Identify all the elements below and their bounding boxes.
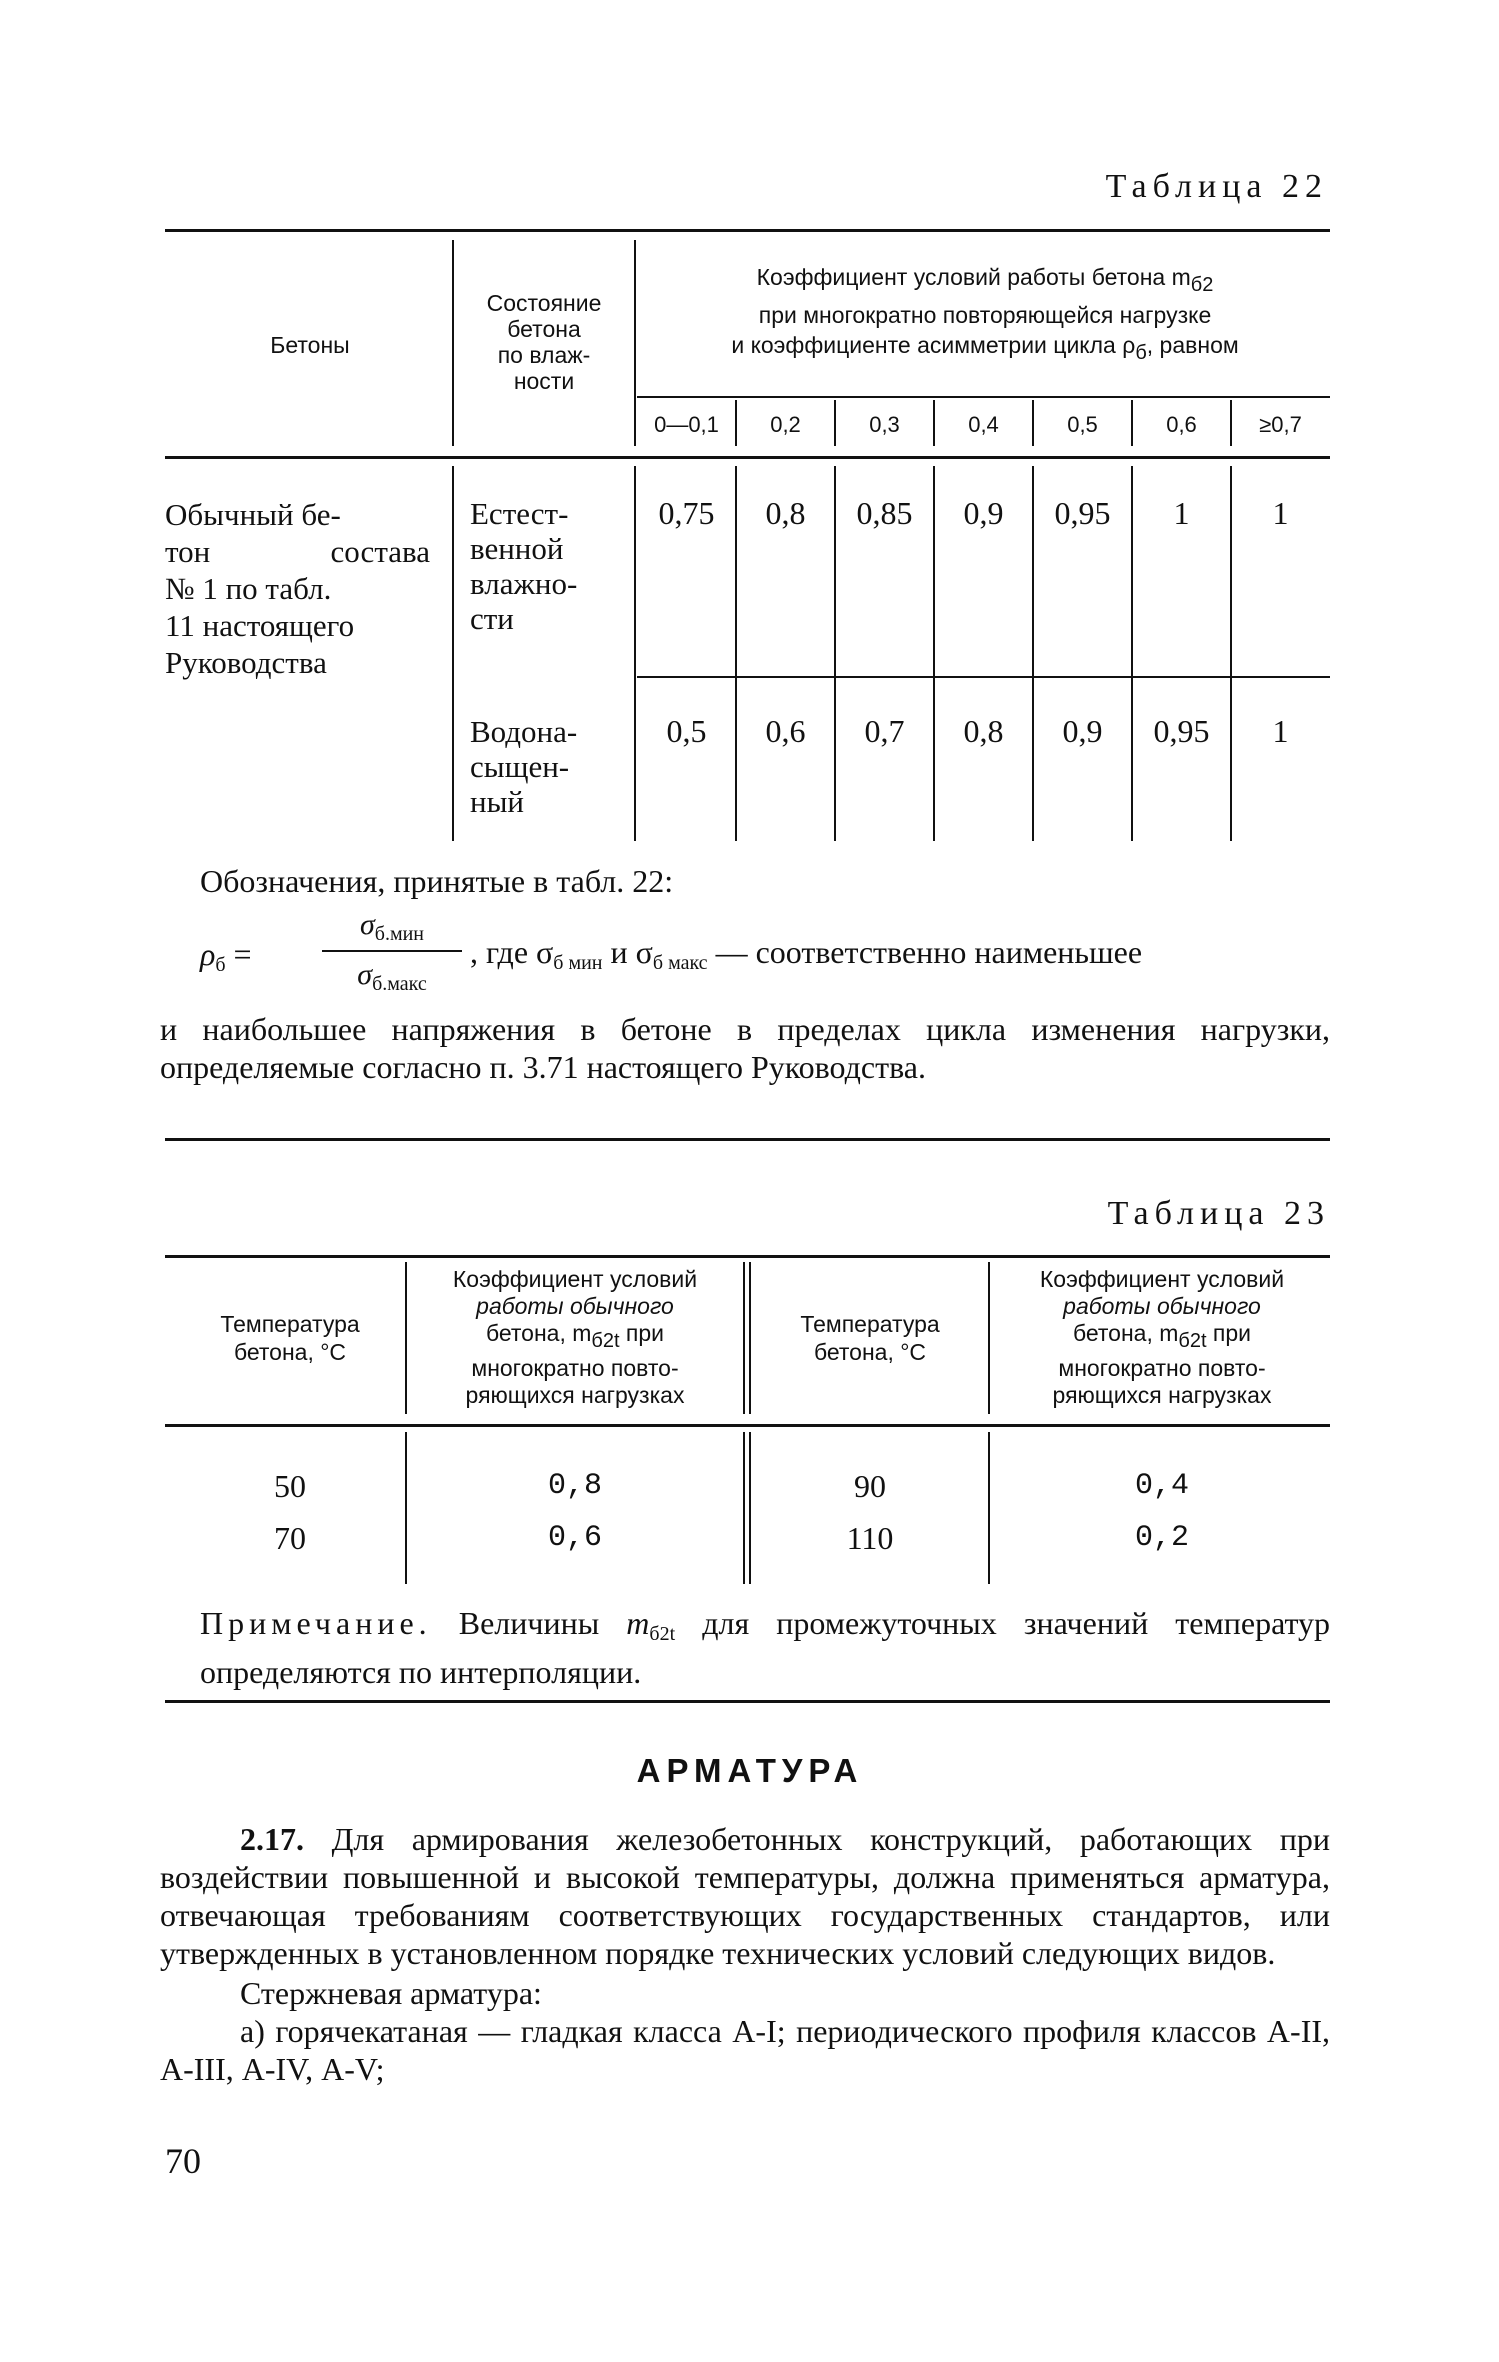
notes-22-text: и наибольшее напряжения в бетоне в пределах цикла изменения нагрузки, определяемые согласно п. 3.71 настоящего Руководства. — [160, 1011, 1330, 1085]
table-23-vline — [405, 1432, 407, 1584]
table-23-vline — [405, 1262, 407, 1414]
page-number: 70 — [165, 2141, 201, 2181]
table-22-header-coefficient: Коэффициент условий работы бетона mб2 при многократно повторяющейся нагрузке и коэффициенте асимметрии цикла ρб, равном — [731, 264, 1239, 364]
formula-rho: $\rho_б$ = — [200, 936, 252, 976]
paragraph-2-17: 2.17. Для армирования железобетонных конструкций, работающих при воздействии повышенной и высокой температуры, должна применяться арматура, отвечающая требованиям соответствующих государственных стандартов, или утвержденных в установленном порядке технических условий следующих видов. — [160, 1821, 1330, 1971]
table-22-vline — [1032, 400, 1034, 446]
table-22-value-cell: 0,8 — [765, 495, 806, 531]
table-23-header-bottom-rule — [165, 1424, 1330, 1427]
table-22-vline — [1230, 400, 1232, 446]
table-23-header-coef-right: Коэффициент условий работы обычного бетона, mб2t при многократно повто- ряющихся нагрузках — [1039, 1266, 1285, 1408]
section-divider — [165, 1138, 1330, 1141]
section-divider — [165, 1700, 1330, 1703]
table-23-vline — [988, 1432, 990, 1584]
section-heading: АРМАТУРА — [636, 1752, 864, 1789]
table-23-header-temp-right: Температура бетона, °С — [800, 1311, 940, 1365]
formula-fraction: $\sigma_{б.мин}$ $\sigma_{б.макс}$ — [322, 908, 462, 996]
table-22-value-cell: 1 — [1272, 713, 1289, 749]
table-23-left-temps: 50 70 — [274, 1468, 306, 1556]
table-22-value-cell: 0,7 — [864, 713, 905, 749]
table-22-value-cell: 1 — [1173, 495, 1190, 531]
table-22-vline — [735, 400, 737, 446]
table-22-concrete-name: Обычный бе- тон состава № 1 по табл. 11 настоящего Руководства — [165, 497, 430, 680]
rho-value-header: 0—0,1 — [654, 412, 719, 437]
rho-value-header: 0,2 — [770, 412, 801, 437]
table-22-value-cell: 0,95 — [1054, 495, 1111, 531]
table-23-caption: Таблица 23 — [1107, 1195, 1330, 1232]
table-23-double-vline — [749, 1262, 751, 1414]
table-22-value-cell: 1 — [1272, 495, 1289, 531]
table-22-vline — [452, 240, 454, 446]
table-22-header-state: Состояние бетона по влаж- ности — [486, 290, 602, 394]
table-22-row-divider — [637, 676, 1330, 678]
table-22-vline — [452, 466, 454, 841]
note-23: Примечание. Величины $m_{б2t}$ для промежуточных значений температур определяются по интерполяции. — [200, 1605, 1330, 1690]
table-22-value-cell: 0,75 — [658, 495, 715, 531]
table-22-value-cell: 0,9 — [1062, 713, 1103, 749]
table-23-top-rule — [165, 1255, 1330, 1258]
table-23-right-temps: 90 110 — [846, 1468, 894, 1556]
table-22-value-cell: 0,85 — [856, 495, 913, 531]
table-22-value-cell: 0,95 — [1153, 713, 1210, 749]
table-22-vline — [634, 466, 636, 841]
table-22-value-cell: 0,5 — [666, 713, 707, 749]
table-22-header-subrule — [637, 396, 1330, 398]
table-23-vline — [988, 1262, 990, 1414]
table-22-vline — [834, 400, 836, 446]
table-22-value-cell: 0,9 — [963, 495, 1004, 531]
table-22-vline — [933, 400, 935, 446]
formula-tail: , где $\sigma_{б мин}$ и $\sigma_{б макс}$ — соответственно наименьшее — [470, 934, 1143, 974]
table-23-header-temp-left: Температура бетона, °С — [220, 1311, 360, 1365]
notes-22-intro: Обозначения, принятые в табл. 22: — [200, 863, 674, 899]
table-23-double-vline — [743, 1262, 745, 1414]
paragraph-line: а) горячекатаная — гладкая класса А-I; периодического профиля классов А-II, А-III, А-IV, А-V; — [160, 2013, 1330, 2087]
table-22-caption: Таблица 22 — [1105, 168, 1328, 205]
rho-value-header: 0,4 — [968, 412, 999, 437]
table-23-double-vline — [749, 1432, 751, 1584]
table-23-header-coef-left: Коэффициент условий работы обычного бетона, mб2t при многократно повто- ряющихся нагрузках — [452, 1266, 698, 1408]
table-22-header-bottom-rule — [165, 456, 1330, 459]
table-23-right-values: 0,4 0,2 — [1134, 1469, 1189, 1555]
table-22-vline — [634, 240, 636, 446]
paragraph-line: Стержневая арматура: — [240, 1975, 542, 2011]
table-22-row-state: Естест- венной влажно- сти — [470, 496, 578, 636]
rho-value-header: 0,3 — [869, 412, 900, 437]
table-22-vline — [1131, 400, 1133, 446]
rho-value-header: ≥0,7 — [1259, 412, 1302, 437]
table-22-top-rule — [165, 229, 1330, 232]
table-23-left-values: 0,8 0,6 — [547, 1469, 602, 1555]
rho-value-header: 0,6 — [1166, 412, 1197, 437]
table-22-row-state: Водона- сыщен- ный — [470, 714, 578, 819]
table-23-double-vline — [743, 1432, 745, 1584]
table-22-header-concrete: Бетоны — [270, 332, 350, 358]
rho-value-header: 0,5 — [1067, 412, 1098, 437]
table-22-value-cell: 0,8 — [963, 713, 1004, 749]
table-22-value-cell: 0,6 — [765, 713, 806, 749]
